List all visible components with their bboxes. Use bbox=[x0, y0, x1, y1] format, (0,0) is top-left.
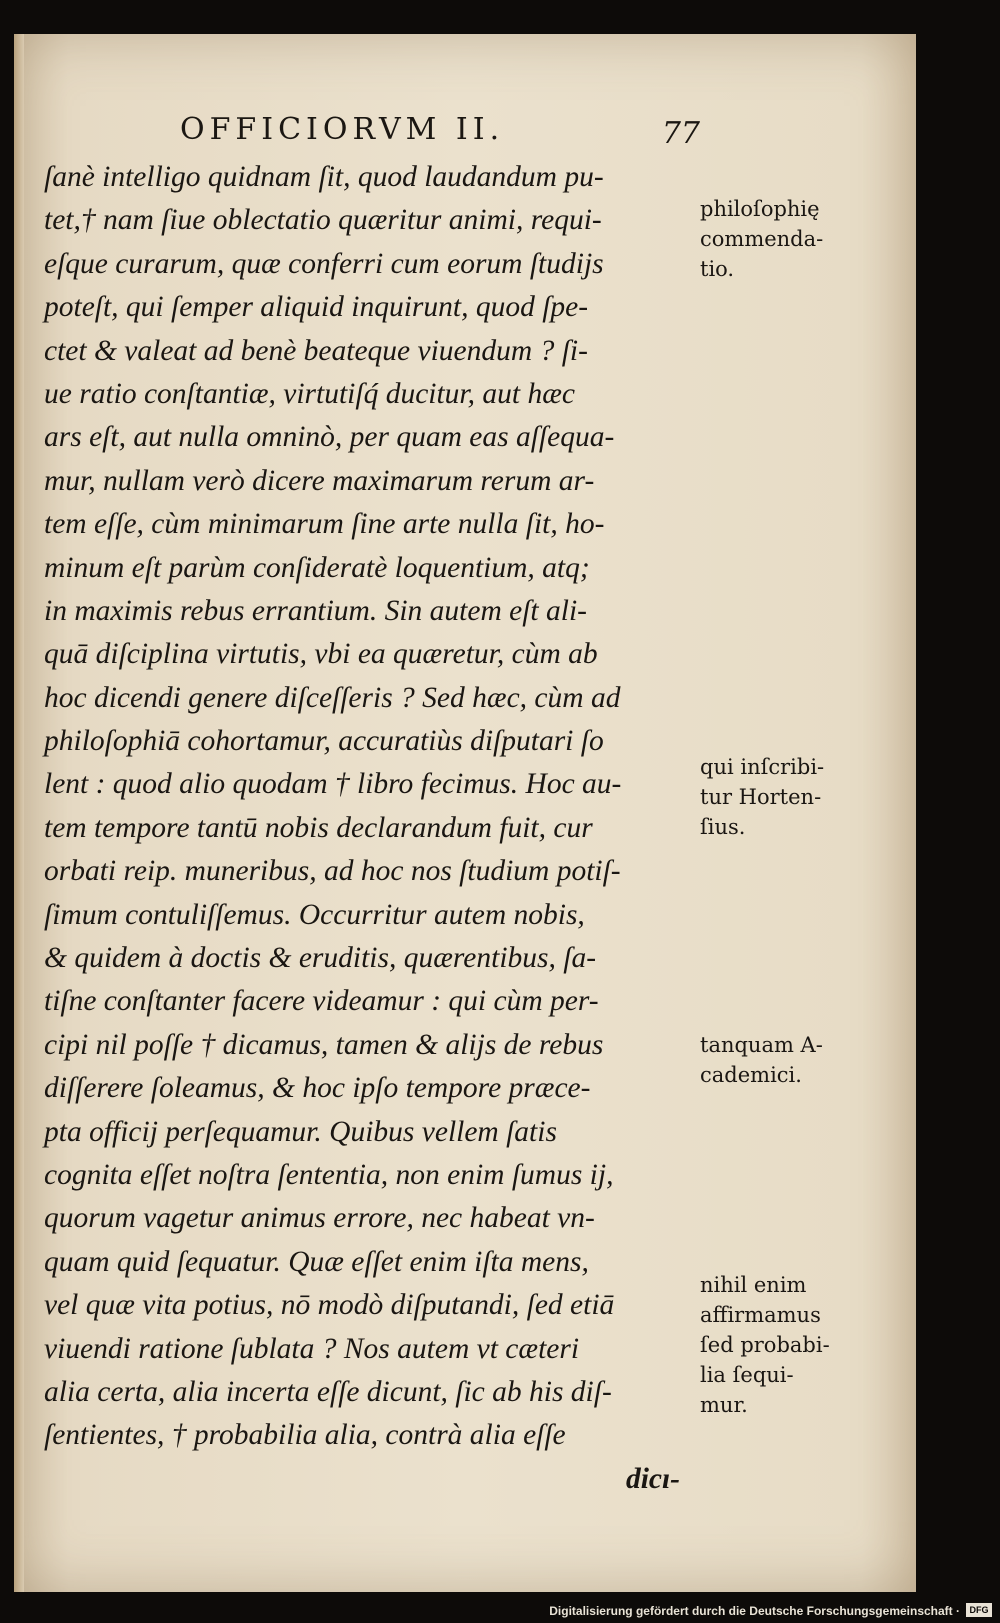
text-line: eſque curarum, quæ conferri cum eorum ſtudijs bbox=[44, 247, 604, 280]
text-line: in maximis rebus errantium. Sin autem eſt ali- bbox=[44, 594, 587, 627]
text-line: cipi nil poſſe † dicamus, tamen & alijs de rebus bbox=[44, 1028, 604, 1061]
note-line: cademici. bbox=[700, 1063, 802, 1087]
running-header bbox=[180, 112, 700, 152]
text-line: poteſt, qui ſemper aliquid inquirunt, quod ſpe- bbox=[44, 291, 589, 324]
text-line: tet,† nam ſiue oblectatio quæritur animi, requi- bbox=[44, 204, 602, 237]
text-line: ſentientes, † probabilia alia, contrà alia eſſe bbox=[44, 1419, 566, 1452]
note-line: qui inſcribi- bbox=[700, 755, 825, 779]
marginal-note bbox=[700, 1270, 830, 1420]
marginal-note bbox=[700, 752, 824, 842]
funding-credit: Digitalisierung gefördert durch die Deutsche Forschungsgemeinschaft · bbox=[549, 1604, 960, 1618]
note-line: lia ſequi- bbox=[700, 1363, 794, 1387]
text-line: quā diſciplina virtutis, vbi ea quæretur, cùm ab bbox=[44, 638, 598, 671]
note-line: tio. bbox=[700, 257, 735, 281]
note-line: philoſophię bbox=[700, 197, 820, 221]
text-line: viuendi ratione ſublata ? Nos autem vt cæteri bbox=[44, 1332, 580, 1365]
text-line: vel quæ vita potius, nō modò diſputandi, ſed etiā bbox=[44, 1289, 615, 1322]
text-line: philoſophiā cohortamur, accuratiùs diſputari ſo bbox=[44, 725, 604, 758]
note-line: affirmamus bbox=[700, 1303, 821, 1327]
text-line: minum eſt parùm conſideratè loquentium, atq; bbox=[44, 551, 590, 584]
text-line: tiſne conſtanter facere videamur : qui cùm per- bbox=[44, 985, 599, 1018]
note-line: mur. bbox=[700, 1393, 748, 1417]
note-line: tur Horten- bbox=[700, 785, 822, 809]
running-title: OFFICIORVM II. bbox=[180, 112, 505, 147]
text-line: quorum vagetur animus errore, nec habeat vn- bbox=[44, 1202, 595, 1235]
text-line: quam quid ſequatur. Quæ eſſet enim iſta mens, bbox=[44, 1245, 589, 1278]
page-number: 77 bbox=[661, 116, 700, 151]
text-line: & quidem à doctis & eruditis, quærentibus, ſa- bbox=[44, 942, 597, 975]
text-line: cognita eſſet noſtra ſententia, non enim ſumus ij, bbox=[44, 1158, 614, 1191]
catchword: dicı- bbox=[625, 1462, 680, 1495]
text-line: ſimum contuliſſemus. Occurritur autem nobis, bbox=[44, 898, 585, 931]
text-line: tem tempore tantū nobis declarandum fuit, cur bbox=[44, 811, 593, 844]
page-edge bbox=[14, 34, 24, 1592]
text-line: ctet & valeat ad benè beateque viuendum ? ſi- bbox=[44, 334, 588, 367]
note-line: commenda- bbox=[700, 227, 824, 251]
marginal-note bbox=[700, 194, 823, 284]
text-line: alia certa, alia incerta eſſe dicunt, ſic ab his diſ- bbox=[44, 1375, 612, 1408]
text-line: ſanè intelligo quidnam ſit, quod laudandum pu- bbox=[44, 161, 604, 193]
dfg-logo: DFG bbox=[966, 1603, 992, 1617]
text-line: diſſerere ſoleamus, & hoc ipſo tempore præce- bbox=[44, 1072, 591, 1105]
note-line: tanquam A- bbox=[700, 1033, 823, 1057]
text-line: lent : quod alio quodam † libro fecimus. Hoc au- bbox=[44, 768, 622, 801]
text-line: hoc dicendi genere diſceſſeris ? Sed hæc, cùm ad bbox=[44, 681, 621, 714]
text-line: tem eſſe, cùm minimarum ſine arte nulla ſit, ho- bbox=[44, 508, 605, 541]
note-line: ſed probabi- bbox=[700, 1333, 830, 1357]
note-line: ſius. bbox=[700, 815, 746, 839]
note-line: nihil enim bbox=[700, 1273, 807, 1297]
text-line: ars eſt, aut nulla omninò, per quam eas aſſequa- bbox=[44, 421, 615, 454]
text-line: orbati reip. muneribus, ad hoc nos ſtudium potiſ- bbox=[44, 855, 621, 888]
main-text-block bbox=[44, 156, 684, 1501]
marginal-note bbox=[700, 1030, 823, 1090]
text-line: pta officij perſequamur. Quibus vellem ſatis bbox=[44, 1115, 557, 1148]
digitization-footer bbox=[0, 1597, 1000, 1623]
text-line: mur, nullam verò dicere maximarum rerum ar- bbox=[44, 464, 595, 497]
text-line: ue ratio conſtantiæ, virtutiſq́ ducitur, aut hæc bbox=[44, 377, 575, 410]
